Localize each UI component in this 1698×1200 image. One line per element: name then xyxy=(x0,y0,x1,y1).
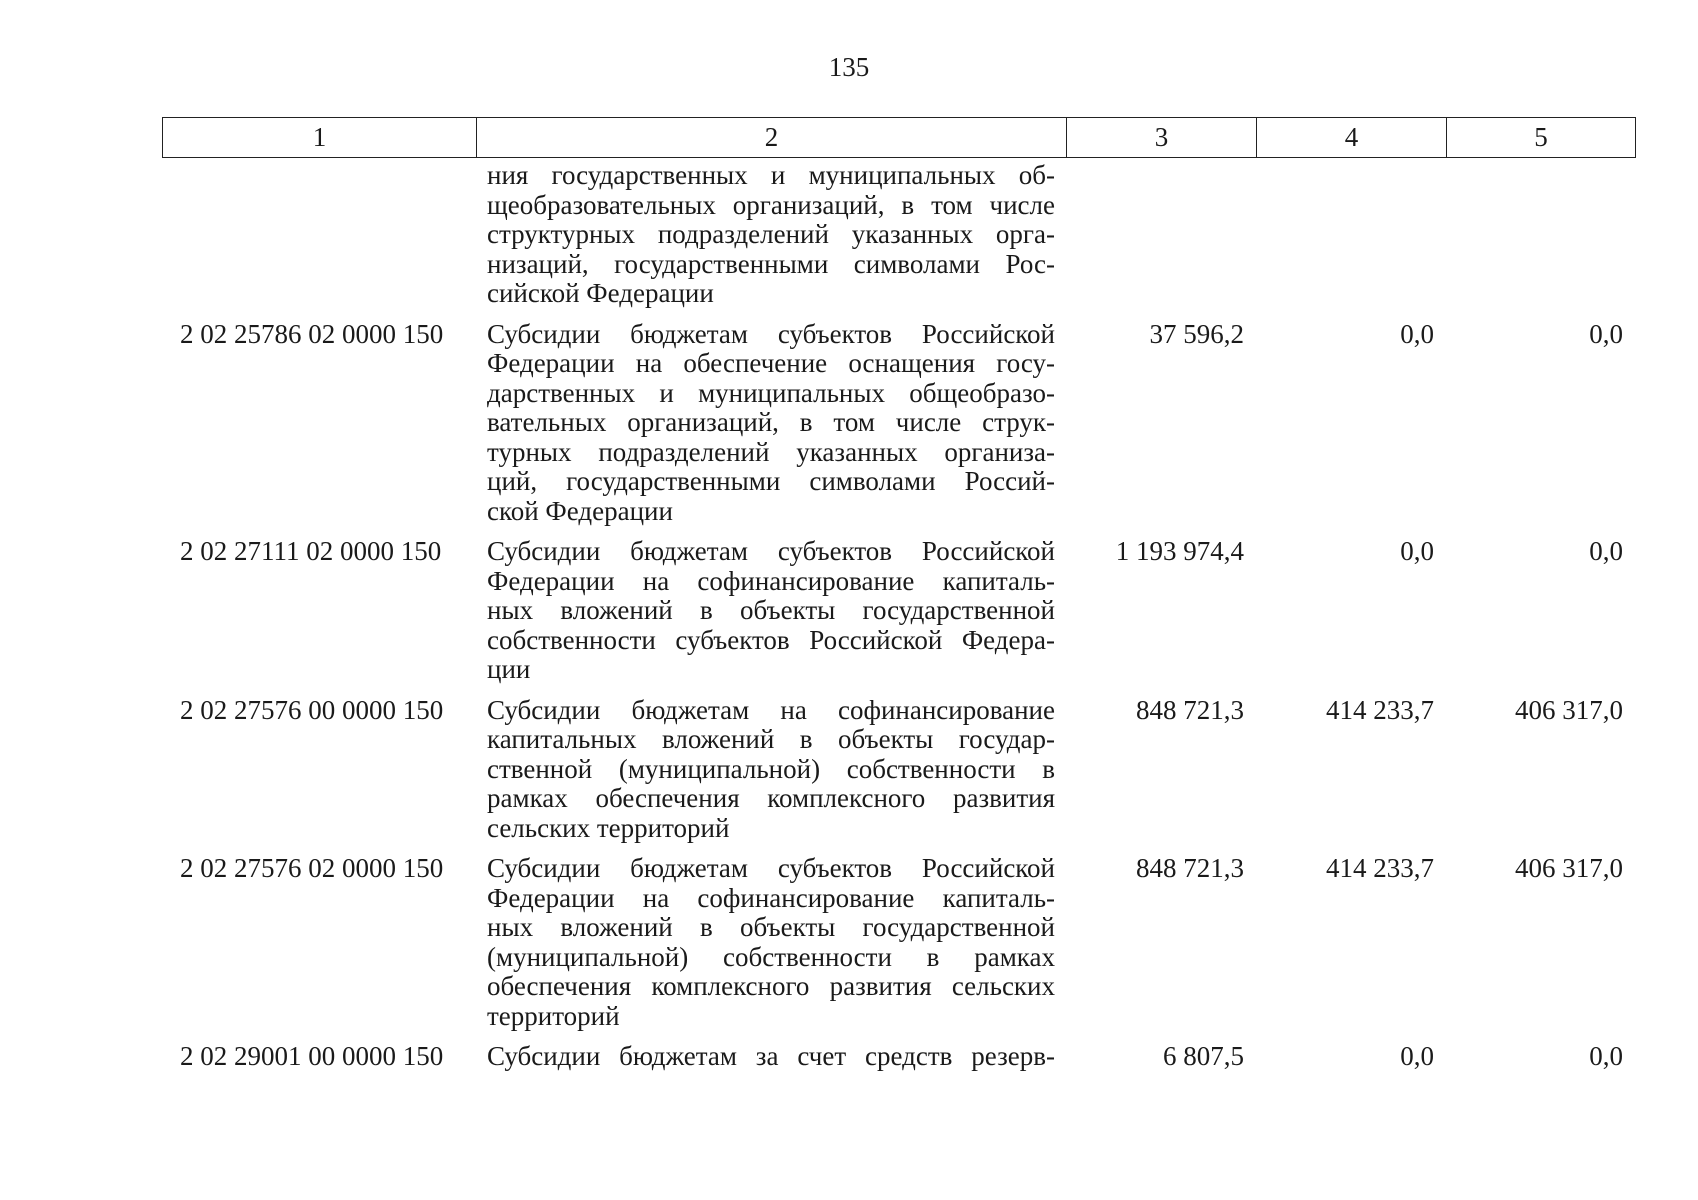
description-line: Субсидии бюджетам субъектов Российской xyxy=(487,537,1055,566)
description-line: ции xyxy=(487,655,531,684)
row-description xyxy=(475,1042,1065,1072)
description-line: структурных подразделений указанных орга- xyxy=(487,220,1055,249)
description-line: ций, государственными символами Россий- xyxy=(487,467,1055,496)
description-line: ных вложений в объекты государственной xyxy=(487,596,1055,625)
table-body xyxy=(162,161,1636,1072)
row-value-col3: 848 721,3 xyxy=(1136,694,1244,725)
row-code xyxy=(162,161,475,309)
description-line: ственной (муниципальной) собственности в xyxy=(487,754,1055,784)
table-row xyxy=(162,854,1636,1031)
row-value-col3: 1 193 974,4 xyxy=(1115,536,1244,566)
description-line: рамках обеспечения комплексного развития xyxy=(487,784,1055,813)
description-line: вательных организаций, в том числе струк- xyxy=(487,408,1055,437)
page-number: 135 xyxy=(828,52,870,82)
description-line: ской Федерации xyxy=(487,496,673,526)
header-col-3: 3 xyxy=(1066,118,1256,157)
table-row xyxy=(162,320,1636,527)
row-value-col5: 406 317,0 xyxy=(1515,853,1623,883)
description-line: Федерации на обеспечение оснащения госу- xyxy=(487,349,1055,378)
row-value-col4: 0,0 xyxy=(1400,318,1434,349)
description-line: Субсидии бюджетам субъектов Российской xyxy=(487,319,1055,349)
row-code: 2 02 27111 02 0000 150 xyxy=(180,536,442,566)
description-line: территорий xyxy=(487,1001,620,1031)
row-description xyxy=(475,537,1065,685)
description-line: Субсидии бюджетам на софинансирование xyxy=(487,695,1055,725)
row-value-col3: 37 596,2 xyxy=(1149,318,1244,349)
description-line: (муниципальной) собственности в рамках xyxy=(487,942,1055,972)
row-value-col4: 414 233,7 xyxy=(1326,853,1434,883)
description-line: турных подразделений указанных организа- xyxy=(487,437,1055,467)
description-line: Федерации на софинансирование капиталь- xyxy=(487,566,1055,596)
row-code: 2 02 27576 00 0000 150 xyxy=(180,694,444,725)
row-value-col4: 414 233,7 xyxy=(1326,694,1434,725)
description-line: собственности субъектов Российской Федера- xyxy=(487,625,1055,655)
row-code: 2 02 29001 00 0000 150 xyxy=(180,1041,444,1071)
row-value-col3 xyxy=(1065,161,1255,309)
header-col-2: 2 xyxy=(476,118,1066,157)
row-value-col5: 0,0 xyxy=(1589,536,1623,566)
row-description xyxy=(475,161,1065,309)
header-col-4: 4 xyxy=(1256,118,1446,157)
row-value-col4: 0,0 xyxy=(1400,536,1434,566)
description-line: капитальных вложений в объекты государ- xyxy=(487,725,1055,754)
row-code: 2 02 27576 02 0000 150 xyxy=(180,853,444,883)
row-value-col5: 406 317,0 xyxy=(1515,694,1623,725)
table-row xyxy=(162,1042,1636,1072)
row-value-col4: 0,0 xyxy=(1400,1041,1434,1071)
row-description xyxy=(475,696,1065,844)
row-value-col3: 848 721,3 xyxy=(1136,853,1244,883)
description-line: сельских территорий xyxy=(487,813,730,843)
description-line: щеобразовательных организаций, в том числе xyxy=(487,190,1055,220)
description-line: ния государственных и муниципальных об- xyxy=(487,161,1055,190)
description-line: ных вложений в объекты государственной xyxy=(487,913,1055,942)
description-line: низаций, государственными символами Рос- xyxy=(487,249,1055,279)
row-value-col3: 6 807,5 xyxy=(1163,1041,1244,1071)
description-line: Федерации на софинансирование капиталь- xyxy=(487,883,1055,913)
row-value-col5: 0,0 xyxy=(1589,1041,1623,1071)
description-line: Субсидии бюджетам за счет средств резерв- xyxy=(487,1042,1055,1071)
row-value-col5: 0,0 xyxy=(1589,318,1623,349)
row-description xyxy=(475,320,1065,527)
header-col-5: 5 xyxy=(1446,118,1635,157)
row-value-col5 xyxy=(1445,161,1634,309)
header-col-1: 1 xyxy=(312,122,327,152)
table-row xyxy=(162,696,1636,844)
table-row xyxy=(162,537,1636,685)
row-code: 2 02 25786 02 0000 150 xyxy=(180,318,444,349)
row-value-col4 xyxy=(1255,161,1445,309)
row-description xyxy=(475,854,1065,1031)
description-line: обеспечения комплексного развития сельских xyxy=(487,972,1055,1001)
description-line: дарственных и муниципальных общеобразо- xyxy=(487,378,1055,408)
description-line: Субсидии бюджетам субъектов Российской xyxy=(487,854,1055,883)
table-header xyxy=(162,117,1636,158)
table-row xyxy=(162,161,1636,309)
description-line: сийской Федерации xyxy=(487,279,714,308)
